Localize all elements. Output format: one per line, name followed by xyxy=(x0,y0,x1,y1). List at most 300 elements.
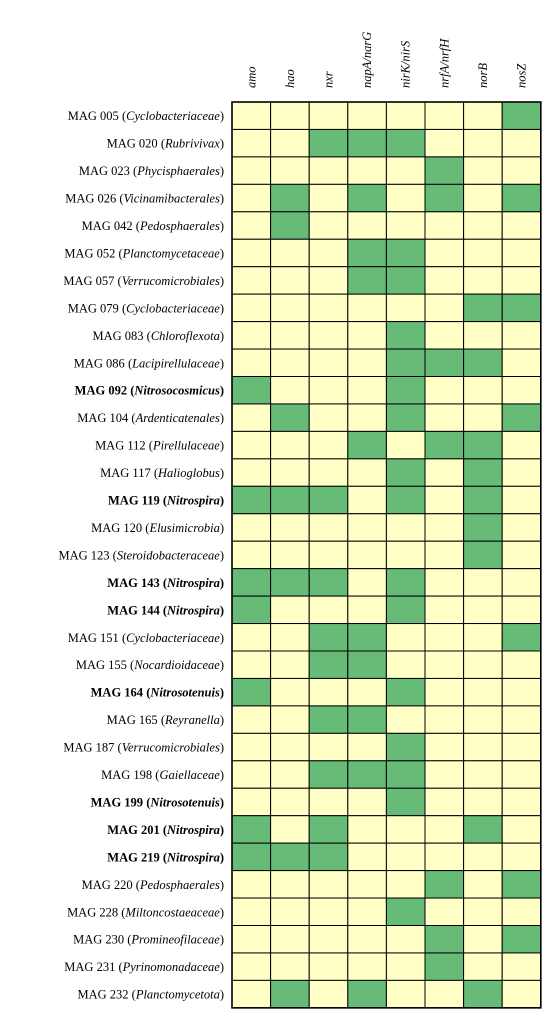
row-label-mag: MAG 219 xyxy=(107,850,160,865)
row-label-taxon: Phycisphaerales xyxy=(137,164,220,179)
heatmap-cell xyxy=(271,980,310,1007)
heatmap-cell xyxy=(232,706,271,733)
row-label-mag: MAG 042 xyxy=(81,219,133,234)
row-label-open-paren: ( xyxy=(128,987,136,1002)
heatmap-cell xyxy=(425,678,464,705)
row-label-taxon: Halioglobus xyxy=(158,466,220,481)
row-label-mag: MAG 026 xyxy=(65,191,117,206)
row-label-close-paren: ) xyxy=(219,987,224,1002)
row-label-open-paren: ( xyxy=(118,109,127,124)
heatmap-cell xyxy=(464,733,503,760)
heatmap-cell xyxy=(309,102,348,129)
row-label-close-paren: ) xyxy=(219,493,224,508)
heatmap-cell xyxy=(464,678,503,705)
heatmap-cell xyxy=(271,459,310,486)
heatmap-cell xyxy=(309,294,348,321)
row-label xyxy=(68,301,224,315)
heatmap-cell xyxy=(309,980,348,1007)
row-label-open-paren: ( xyxy=(124,932,132,947)
row-label-open-paren: ( xyxy=(159,850,168,865)
row-label-close-paren: ) xyxy=(219,740,224,755)
heatmap-cell xyxy=(348,624,387,651)
heatmap-cell xyxy=(386,596,425,623)
row-label-open-paren: ( xyxy=(114,740,122,755)
heatmap-cell xyxy=(271,541,310,568)
row-label xyxy=(107,850,224,864)
heatmap-cell xyxy=(271,651,310,678)
row-label-mag: MAG 151 xyxy=(67,630,119,645)
row-label-taxon: Cyclobacteriaceae xyxy=(126,109,220,124)
row-label-taxon: Planctomycetaceae xyxy=(122,246,220,261)
row-label-taxon: Nitrosotenuis xyxy=(150,685,220,700)
heatmap-cell xyxy=(464,541,503,568)
row-label-mag: MAG 231 xyxy=(64,960,116,975)
heatmap-cell xyxy=(386,459,425,486)
heatmap-cell xyxy=(271,322,310,349)
heatmap-cell xyxy=(309,239,348,266)
row-label xyxy=(64,246,224,260)
heatmap-cell xyxy=(232,898,271,925)
row-label-open-paren: ( xyxy=(145,438,153,453)
row-label-mag: MAG 230 xyxy=(73,932,125,947)
row-label-close-paren: ) xyxy=(219,877,224,892)
heatmap-cell xyxy=(309,212,348,239)
heatmap-cell xyxy=(271,871,310,898)
heatmap-cell xyxy=(348,569,387,596)
heatmap-cell xyxy=(348,788,387,815)
heatmap-cell xyxy=(425,926,464,953)
heatmap-cell xyxy=(232,596,271,623)
heatmap-cell xyxy=(348,926,387,953)
row-label-taxon: Gaiellaceae xyxy=(159,768,220,783)
heatmap-cell xyxy=(502,953,541,980)
heatmap-cell xyxy=(386,871,425,898)
heatmap-cell xyxy=(386,239,425,266)
heatmap-cell xyxy=(271,267,310,294)
row-label xyxy=(95,439,224,453)
heatmap-cell xyxy=(425,322,464,349)
heatmap-cell xyxy=(502,459,541,486)
heatmap-cell xyxy=(232,980,271,1007)
heatmap-cell xyxy=(348,871,387,898)
heatmap-cell xyxy=(425,459,464,486)
heatmap-cell xyxy=(232,294,271,321)
row-label-close-paren: ) xyxy=(219,328,224,343)
row-label-open-paren: ( xyxy=(159,603,168,618)
heatmap-cell xyxy=(425,706,464,733)
row-label-mag: MAG 198 xyxy=(101,768,153,783)
row-label-open-paren: ( xyxy=(132,877,140,892)
heatmap-cell xyxy=(386,733,425,760)
heatmap-cell xyxy=(309,843,348,870)
heatmap-cell xyxy=(464,267,503,294)
heatmap-cell xyxy=(386,404,425,431)
row-label-taxon: Nitrospira xyxy=(167,493,220,508)
heatmap-cell xyxy=(425,871,464,898)
heatmap-cell xyxy=(425,184,464,211)
row-label-close-paren: ) xyxy=(219,795,224,810)
heatmap-cell xyxy=(425,486,464,513)
row-label-mag: MAG 119 xyxy=(108,493,160,508)
heatmap-cell xyxy=(386,788,425,815)
row-label-taxon: Rubrivivax xyxy=(164,136,220,151)
heatmap-cell xyxy=(386,706,425,733)
heatmap-cell xyxy=(271,898,310,925)
heatmap-cell xyxy=(425,239,464,266)
heatmap-cell xyxy=(386,267,425,294)
row-label-close-paren: ) xyxy=(219,438,224,453)
heatmap-cell xyxy=(309,157,348,184)
row-label-open-paren: ( xyxy=(126,658,135,673)
row-label xyxy=(82,219,224,233)
row-label-close-paren: ) xyxy=(219,575,224,590)
row-label-taxon: Elusimicrobia xyxy=(149,520,220,535)
heatmap-cell xyxy=(386,322,425,349)
row-label-close-paren: ) xyxy=(219,136,224,151)
heatmap-cell xyxy=(502,322,541,349)
heatmap-cell xyxy=(386,898,425,925)
heatmap-cell xyxy=(464,651,503,678)
heatmap-cell xyxy=(271,377,310,404)
heatmap-cell xyxy=(309,596,348,623)
heatmap-cell xyxy=(232,267,271,294)
heatmap-cell xyxy=(425,953,464,980)
heatmap-cell xyxy=(232,871,271,898)
row-label xyxy=(77,411,224,425)
row-label xyxy=(91,521,224,535)
heatmap-cell xyxy=(309,377,348,404)
row-label-mag: MAG 112 xyxy=(95,438,146,453)
row-label-close-paren: ) xyxy=(219,768,224,783)
heatmap-cell xyxy=(464,212,503,239)
heatmap-cell xyxy=(464,980,503,1007)
heatmap-cell xyxy=(464,322,503,349)
heatmap-cell xyxy=(386,541,425,568)
heatmap-cell xyxy=(425,816,464,843)
row-label-open-paren: ( xyxy=(159,493,168,508)
heatmap-cell xyxy=(348,404,387,431)
heatmap-cell xyxy=(425,404,464,431)
row-label-mag: MAG 228 xyxy=(67,905,119,920)
heatmap-cell xyxy=(464,459,503,486)
row-label-mag: MAG 220 xyxy=(81,877,133,892)
row-label-mag: MAG 120 xyxy=(91,520,143,535)
heatmap-cell xyxy=(425,980,464,1007)
heatmap-cell xyxy=(425,267,464,294)
heatmap-cell xyxy=(502,486,541,513)
heatmap-cell xyxy=(348,733,387,760)
row-label-taxon: Nitrospira xyxy=(167,603,220,618)
heatmap-cell xyxy=(502,871,541,898)
heatmap-cell xyxy=(386,816,425,843)
row-label xyxy=(93,329,225,343)
heatmap-cell xyxy=(348,761,387,788)
heatmap-cell xyxy=(425,788,464,815)
row-label-close-paren: ) xyxy=(219,905,224,920)
heatmap-cell xyxy=(271,733,310,760)
row-label-mag: MAG 199 xyxy=(90,795,144,810)
heatmap-cell xyxy=(348,514,387,541)
row-label-open-paren: ( xyxy=(157,713,165,728)
heatmap-cell xyxy=(502,431,541,458)
heatmap-cell xyxy=(464,377,503,404)
heatmap-cell xyxy=(348,129,387,156)
row-label xyxy=(107,823,224,837)
heatmap-cell xyxy=(464,486,503,513)
row-label-mag: MAG 057 xyxy=(63,273,115,288)
row-label xyxy=(75,384,224,398)
heatmap-cell xyxy=(348,898,387,925)
heatmap-cell xyxy=(232,212,271,239)
row-label-close-paren: ) xyxy=(219,411,224,426)
row-label-taxon: Nocardioidaceae xyxy=(134,658,220,673)
row-label-open-paren: ( xyxy=(118,905,126,920)
heatmap-cell xyxy=(271,349,310,376)
row-label-taxon: Pyrinomonadaceae xyxy=(122,960,220,975)
column-label-amo: amo xyxy=(244,66,259,88)
heatmap-cell xyxy=(348,459,387,486)
row-label-close-paren: ) xyxy=(219,658,224,673)
heatmap-cell xyxy=(309,322,348,349)
heatmap-cell xyxy=(232,184,271,211)
row-label-close-paren: ) xyxy=(219,932,224,947)
heatmap-cell xyxy=(425,157,464,184)
heatmap-cell xyxy=(309,541,348,568)
heatmap-cell xyxy=(348,651,387,678)
heatmap-cell xyxy=(425,349,464,376)
heatmap-cell xyxy=(502,569,541,596)
heatmap-cell xyxy=(464,184,503,211)
heatmap-cell xyxy=(232,651,271,678)
row-label-close-paren: ) xyxy=(219,109,224,124)
heatmap-cell xyxy=(464,816,503,843)
heatmap-cell xyxy=(232,349,271,376)
heatmap-cell xyxy=(309,624,348,651)
row-label xyxy=(100,466,224,480)
heatmap-cell xyxy=(386,377,425,404)
heatmap-cell xyxy=(502,212,541,239)
row-label-mag: MAG 104 xyxy=(77,411,129,426)
row-label-mag: MAG 187 xyxy=(63,740,115,755)
row-label-close-paren: ) xyxy=(219,273,224,288)
heatmap-cell xyxy=(502,102,541,129)
heatmap-cell xyxy=(464,404,503,431)
row-label-close-paren: ) xyxy=(219,603,224,618)
heatmap-cell xyxy=(502,267,541,294)
heatmap-cell xyxy=(502,377,541,404)
row-label-open-paren: ( xyxy=(114,273,122,288)
row-label xyxy=(107,603,224,617)
row-label-taxon: Verrucomicrobiales xyxy=(121,273,220,288)
row-label xyxy=(77,988,224,1002)
heatmap-cell xyxy=(271,788,310,815)
row-label xyxy=(107,137,224,151)
heatmap-cell xyxy=(386,761,425,788)
row-label-close-paren: ) xyxy=(219,191,224,206)
heatmap-cell xyxy=(271,816,310,843)
heatmap-cell xyxy=(348,102,387,129)
row-label-close-paren: ) xyxy=(219,960,224,975)
heatmap-cell xyxy=(232,102,271,129)
heatmap-cell xyxy=(464,843,503,870)
heatmap-cell xyxy=(271,294,310,321)
heatmap-cell xyxy=(309,514,348,541)
heatmap-cell xyxy=(502,816,541,843)
heatmap-cell xyxy=(502,157,541,184)
heatmap-cell xyxy=(464,102,503,129)
row-label-open-paren: ( xyxy=(129,164,138,179)
row-label-taxon: Nitrosocosmicus xyxy=(134,383,220,398)
heatmap-cell xyxy=(309,184,348,211)
heatmap-cell xyxy=(232,486,271,513)
heatmap-cell xyxy=(502,788,541,815)
row-label-open-paren: ( xyxy=(150,466,159,481)
row-label-mag: MAG 155 xyxy=(75,658,127,673)
row-label-close-paren: ) xyxy=(219,520,224,535)
row-label xyxy=(107,713,224,727)
row-label-open-paren: ( xyxy=(128,411,136,426)
heatmap-cell xyxy=(348,843,387,870)
row-label-open-paren: ( xyxy=(109,548,117,563)
row-label-mag: MAG 232 xyxy=(77,987,129,1002)
row-label-taxon: Nitrospira xyxy=(167,850,220,865)
heatmap-cell xyxy=(464,431,503,458)
row-label-close-paren: ) xyxy=(219,713,224,728)
row-label-taxon: Nitrosotenuis xyxy=(150,795,220,810)
heatmap-cell xyxy=(386,953,425,980)
heatmap-cell xyxy=(232,788,271,815)
heatmap-cell xyxy=(309,816,348,843)
row-label-mag: MAG 052 xyxy=(64,246,116,261)
heatmap-cell xyxy=(309,431,348,458)
row-label xyxy=(73,933,224,947)
heatmap-cell xyxy=(502,349,541,376)
heatmap-cell xyxy=(271,624,310,651)
heatmap-cell xyxy=(348,541,387,568)
row-label-taxon: Pedosphaerales xyxy=(139,219,220,234)
row-label-taxon: Pirellulaceae xyxy=(152,438,220,453)
heatmap-cell xyxy=(309,486,348,513)
row-label xyxy=(101,768,224,782)
row-label-close-paren: ) xyxy=(219,301,224,316)
row-label-taxon: Reyranella xyxy=(164,713,220,728)
row-label-taxon: Miltoncostaeaceae xyxy=(125,905,220,920)
row-label xyxy=(63,274,224,288)
column-label-norB: norB xyxy=(475,63,490,88)
row-label-taxon: Pedosphaerales xyxy=(139,877,220,892)
heatmap-cell xyxy=(309,788,348,815)
row-label xyxy=(65,192,224,206)
heatmap-cell xyxy=(309,678,348,705)
heatmap-cell xyxy=(232,431,271,458)
heatmap-cell xyxy=(425,624,464,651)
heatmap-cell xyxy=(348,267,387,294)
heatmap-cell xyxy=(425,733,464,760)
heatmap-cell xyxy=(464,569,503,596)
heatmap-cell xyxy=(502,843,541,870)
heatmap-cell xyxy=(232,514,271,541)
heatmap-cell xyxy=(386,129,425,156)
heatmap-cell xyxy=(271,486,310,513)
heatmap-cell xyxy=(348,980,387,1007)
column-label-nrfA-nrfH: nrfA/nrfH xyxy=(437,38,452,88)
heatmap-cell xyxy=(386,349,425,376)
heatmap-cell xyxy=(425,596,464,623)
heatmap-cell xyxy=(386,843,425,870)
row-label xyxy=(63,741,224,755)
heatmap-cell xyxy=(502,980,541,1007)
heatmap-cell xyxy=(271,431,310,458)
row-label xyxy=(82,878,224,892)
row-label-close-paren: ) xyxy=(219,850,224,865)
heatmap-cell xyxy=(464,157,503,184)
heatmap-cell xyxy=(386,980,425,1007)
heatmap-cell xyxy=(348,706,387,733)
row-label-taxon: Planctomycetota xyxy=(135,987,220,1002)
row-label-open-paren: ( xyxy=(143,685,151,700)
heatmap-cell xyxy=(271,239,310,266)
heatmap-cell xyxy=(425,843,464,870)
heatmap-cell xyxy=(425,377,464,404)
row-label-taxon: Nitrospira xyxy=(167,822,220,837)
heatmap-cell xyxy=(271,926,310,953)
heatmap-cell xyxy=(348,184,387,211)
row-label-mag: MAG 117 xyxy=(100,466,151,481)
heatmap-cell xyxy=(464,294,503,321)
row-label-taxon: Cyclobacteriaceae xyxy=(126,630,220,645)
row-label-taxon: Cyclobacteriaceae xyxy=(126,301,220,316)
heatmap-cell xyxy=(271,514,310,541)
row-label-close-paren: ) xyxy=(219,164,224,179)
row-label-taxon: Promineofilaceae xyxy=(131,932,220,947)
heatmap-cell xyxy=(348,486,387,513)
heatmap-cell xyxy=(271,706,310,733)
row-label-close-paren: ) xyxy=(219,219,224,234)
heatmap-cell xyxy=(309,129,348,156)
row-label-taxon: Lacipirellulaceae xyxy=(132,356,220,371)
heatmap-cell xyxy=(232,377,271,404)
heatmap-cell xyxy=(232,322,271,349)
heatmap-cell xyxy=(309,926,348,953)
heatmap-cell xyxy=(271,157,310,184)
heatmap-cell xyxy=(502,898,541,925)
row-label-close-paren: ) xyxy=(219,630,224,645)
heatmap-cell xyxy=(386,651,425,678)
row-label-taxon: Chloroflexota xyxy=(150,328,220,343)
heatmap-cell xyxy=(464,349,503,376)
heatmap-cell xyxy=(502,404,541,431)
row-label-close-paren: ) xyxy=(219,466,224,481)
heatmap-cell xyxy=(348,431,387,458)
row-label xyxy=(68,631,224,645)
heatmap-cell xyxy=(386,514,425,541)
heatmap-cell xyxy=(309,459,348,486)
heatmap-cell xyxy=(386,157,425,184)
heatmap-cell xyxy=(271,184,310,211)
heatmap-cell xyxy=(348,322,387,349)
heatmap-cell xyxy=(271,212,310,239)
heatmap-cell xyxy=(464,926,503,953)
row-label xyxy=(68,109,224,123)
heatmap-cell xyxy=(386,212,425,239)
heatmap-cell xyxy=(425,651,464,678)
heatmap-cell xyxy=(232,843,271,870)
heatmap-cell xyxy=(232,678,271,705)
heatmap-cell xyxy=(271,678,310,705)
heatmap-cell xyxy=(232,816,271,843)
heatmap-cell xyxy=(232,459,271,486)
row-label xyxy=(108,494,224,508)
